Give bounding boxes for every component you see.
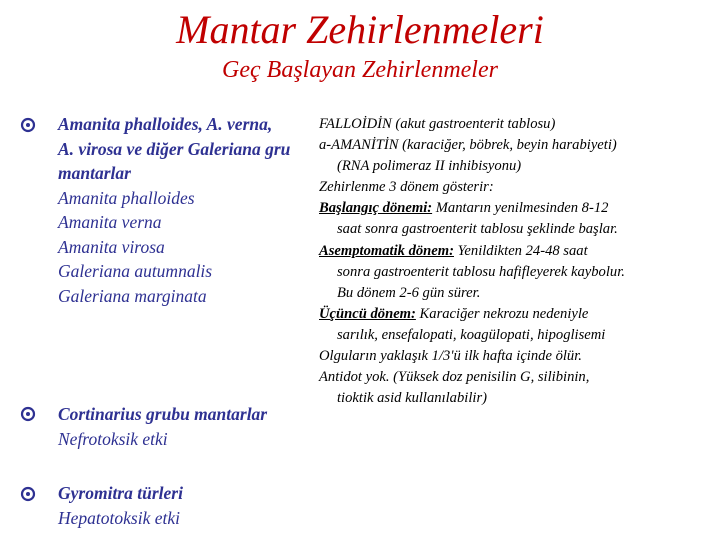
info-line: FALLOİDİN (akut gastroenterit tablosu) <box>319 116 556 132</box>
phase-2 <box>319 241 707 262</box>
bullet-cortinarius <box>58 402 267 451</box>
info-line: Antidot yok. (Yüksek doz penisilin G, silibinin, <box>319 369 590 386</box>
species-item: Galeriana marginata <box>58 285 207 306</box>
phase-3-text: Karaciğer nekrozu nedeniyle <box>415 305 589 322</box>
slide-title: Mantar Zehirlenmeleri <box>176 7 544 52</box>
bullet-gyromitra <box>58 481 183 530</box>
info-line: sonra gastroenterit tablosu hafifleyerek kaybolur. <box>337 263 625 280</box>
heading-line: Amanita phalloides, A. verna, <box>58 114 273 134</box>
info-line: Olguların yaklaşık 1/3'ü ilk hafta içinde ölür. <box>319 348 582 365</box>
info-line: sarılık, ensefalopati, koagülopati, hipoglisemi <box>337 326 606 343</box>
info-line: (RNA polimeraz II inhibisyonu) <box>337 158 522 175</box>
species-item: Amanita verna <box>58 212 162 232</box>
phase-3-label: Üçüncü dönem: <box>319 305 416 322</box>
heading-line: A. virosa ve diğer Galeriana gru <box>58 138 291 159</box>
slide-subtitle: Geç Başlayan Zehirlenmeler <box>222 57 498 83</box>
bullet-detail: Hepatotoksik etki <box>58 507 180 528</box>
info-line: Bu dönem 2-6 gün sürer. <box>337 284 481 301</box>
species-item: Amanita virosa <box>58 236 165 257</box>
phase-1-text: Mantarın yenilmesinden 8-12 <box>432 200 609 217</box>
species-item: Galeriana autumnalis <box>58 261 213 281</box>
bullet-circle-icon <box>20 406 36 422</box>
heading-line: mantarlar <box>58 163 131 183</box>
phase-1 <box>319 198 707 219</box>
bullet-heading: Gyromitra türleri <box>58 483 183 503</box>
info-line: Zehirlenme 3 dönem gösterir: <box>319 179 494 196</box>
phase-3 <box>319 304 707 325</box>
bullet-circle-icon <box>20 117 36 133</box>
phase-2-label: Asemptomatik dönem: <box>319 242 454 259</box>
phase-2-text: Yenildikten 24-48 saat <box>454 242 588 259</box>
info-line: a-AMANİTİN (karaciğer, böbrek, beyin harabiyeti) <box>319 137 617 154</box>
info-line: tioktik asid kullanılabilir) <box>337 390 487 407</box>
bullet-heading: Cortinarius grubu mantarlar <box>58 404 268 424</box>
phase-1-label: Başlangıç dönemi: <box>319 200 433 217</box>
bullet-amanita-group <box>58 112 290 308</box>
bullet-circle-icon <box>20 486 36 502</box>
bullet-detail: Nefrotoksik etki <box>58 428 168 449</box>
info-line: saat sonra gastroenterit tablosu şeklinde başlar. <box>337 221 618 238</box>
species-item: Amanita phalloides <box>58 187 195 208</box>
info-box <box>315 112 707 420</box>
